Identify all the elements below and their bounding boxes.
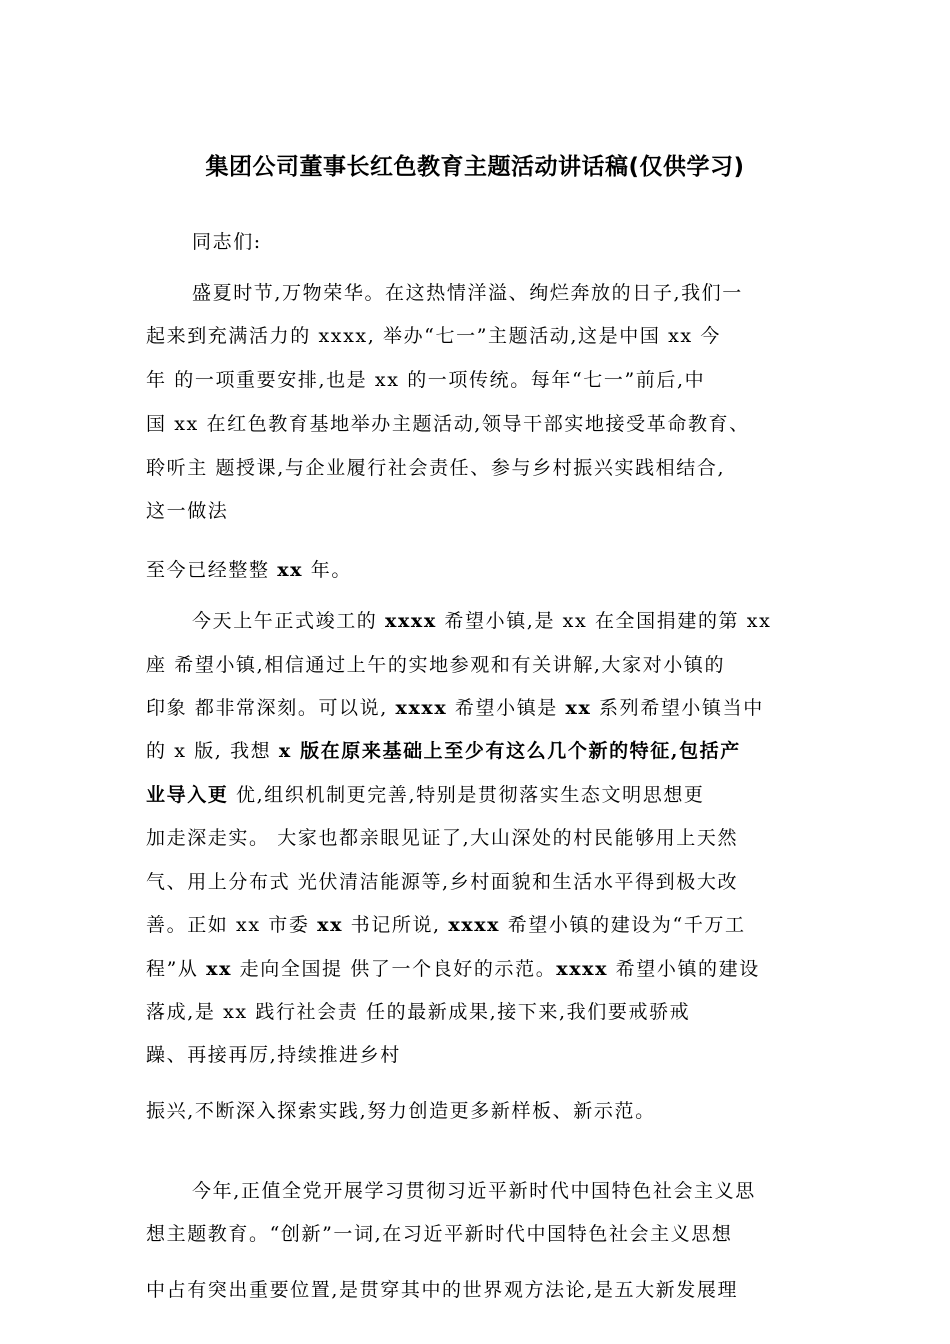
bold-run: 业导入更 xyxy=(146,784,229,806)
paragraph-1-line-1: 盛夏时节,万物荣华。在这热情洋溢、绚烂奔放的日子,我们一 xyxy=(192,282,743,304)
paragraph-3-line-2: 想主题教育。“创新”一词,在习近平新时代中国特色社会主义思想 xyxy=(146,1223,733,1245)
text-run: 年。 xyxy=(303,559,352,581)
paragraph-1-line-5: 聆听主 题授课,与企业履行社会责任、参与乡村振兴实践相结合, xyxy=(146,457,726,479)
paragraph-2-line-4 xyxy=(146,737,741,765)
paragraph-2-line-11: 躁、再接再厉,持续推进乡村 xyxy=(146,1044,401,1066)
paragraph-2-line-9 xyxy=(146,955,760,983)
text-run: 希望小镇的建设 xyxy=(608,958,760,980)
document-title: 集团公司董事长红色教育主题活动讲话稿(仅供学习) xyxy=(205,154,745,180)
text-run: 今天上午正式竣工的 xyxy=(192,610,386,632)
paragraph-1-line-2: 起来到充满活力的 xxxx, 举办“七一”主题活动,这是中国 xx 今 xyxy=(146,325,721,347)
bold-run: xxxx xyxy=(556,958,609,980)
paragraph-1-line-3: 年 的一项重要安排,也是 xx 的一项传统。每年“七一”前后,中 xyxy=(146,369,706,391)
text-run: 优,组织机制更完善,特别是贯彻落实生态文明思想更 xyxy=(228,784,705,806)
bold-run: xx xyxy=(317,914,344,936)
text-run: 印象 都非常深刻。可以说, xyxy=(146,697,396,719)
salutation: 同志们: xyxy=(192,231,262,253)
text-run: 希望小镇的建设为“千万工 xyxy=(500,914,746,936)
bold-run: xx xyxy=(565,697,592,719)
paragraph-1-line-7 xyxy=(146,556,352,584)
paragraph-1-line-6: 这一做法 xyxy=(146,500,229,522)
text-run: 希望小镇是 xyxy=(447,697,566,719)
paragraph-2-line-3 xyxy=(146,694,764,722)
paragraph-2-line-6: 加走深走实。 大家也都亲眼见证了,大山深处的村民能够用上天然 xyxy=(146,827,739,849)
text-run: 程”从 xyxy=(146,958,207,980)
paragraph-2-line-8 xyxy=(146,911,746,939)
bold-run: x 版在原来基础上至少有这么几个新的特征,包括产 xyxy=(278,740,741,762)
bold-run: xxxx xyxy=(448,914,501,936)
text-run: 希望小镇,是 xx 在全国捐建的第 xx xyxy=(436,610,772,632)
bold-run: xx xyxy=(206,958,233,980)
text-run: 至今已经整整 xyxy=(146,559,278,581)
text-run: 书记所说, xyxy=(343,914,449,936)
text-run: 走向全国提 供了一个良好的示范。 xyxy=(232,958,557,980)
paragraph-2-line-1 xyxy=(192,607,771,635)
text-run: 的 x 版, 我想 xyxy=(146,740,279,762)
bold-run: xxxx xyxy=(385,610,437,632)
paragraph-2-line-5 xyxy=(146,781,705,809)
text-run: 系列希望小镇当中 xyxy=(591,697,764,719)
paragraph-2-line-2: 座 希望小镇,相信通过上午的实地参观和有关讲解,大家对小镇的 xyxy=(146,654,726,676)
bold-run: xx xyxy=(277,559,304,581)
bold-run: xxxx xyxy=(395,697,448,719)
paragraph-2-line-10: 落成,是 xx 践行社会责 任的最新成果,接下来,我们要戒骄戒 xyxy=(146,1001,691,1023)
text-run: 善。正如 xx 市委 xyxy=(146,914,318,936)
paragraph-3-line-3: 中占有突出重要位置,是贯穿其中的世界观方法论,是五大新发展理 xyxy=(146,1279,739,1301)
paragraph-2-line-7: 气、用上分布式 光伏清洁能源等,乡村面貌和生活水平得到极大改 xyxy=(146,871,739,893)
paragraph-1-line-4: 国 xx 在红色教育基地举办主题活动,领导干部实地接受革命教育、 xyxy=(146,413,750,435)
paragraph-2-line-12: 振兴,不断深入探索实践,努力创造更多新样板、新示范。 xyxy=(146,1100,656,1122)
paragraph-3-line-1: 今年,正值全党开展学习贯彻习近平新时代中国特色社会主义思 xyxy=(192,1180,756,1202)
